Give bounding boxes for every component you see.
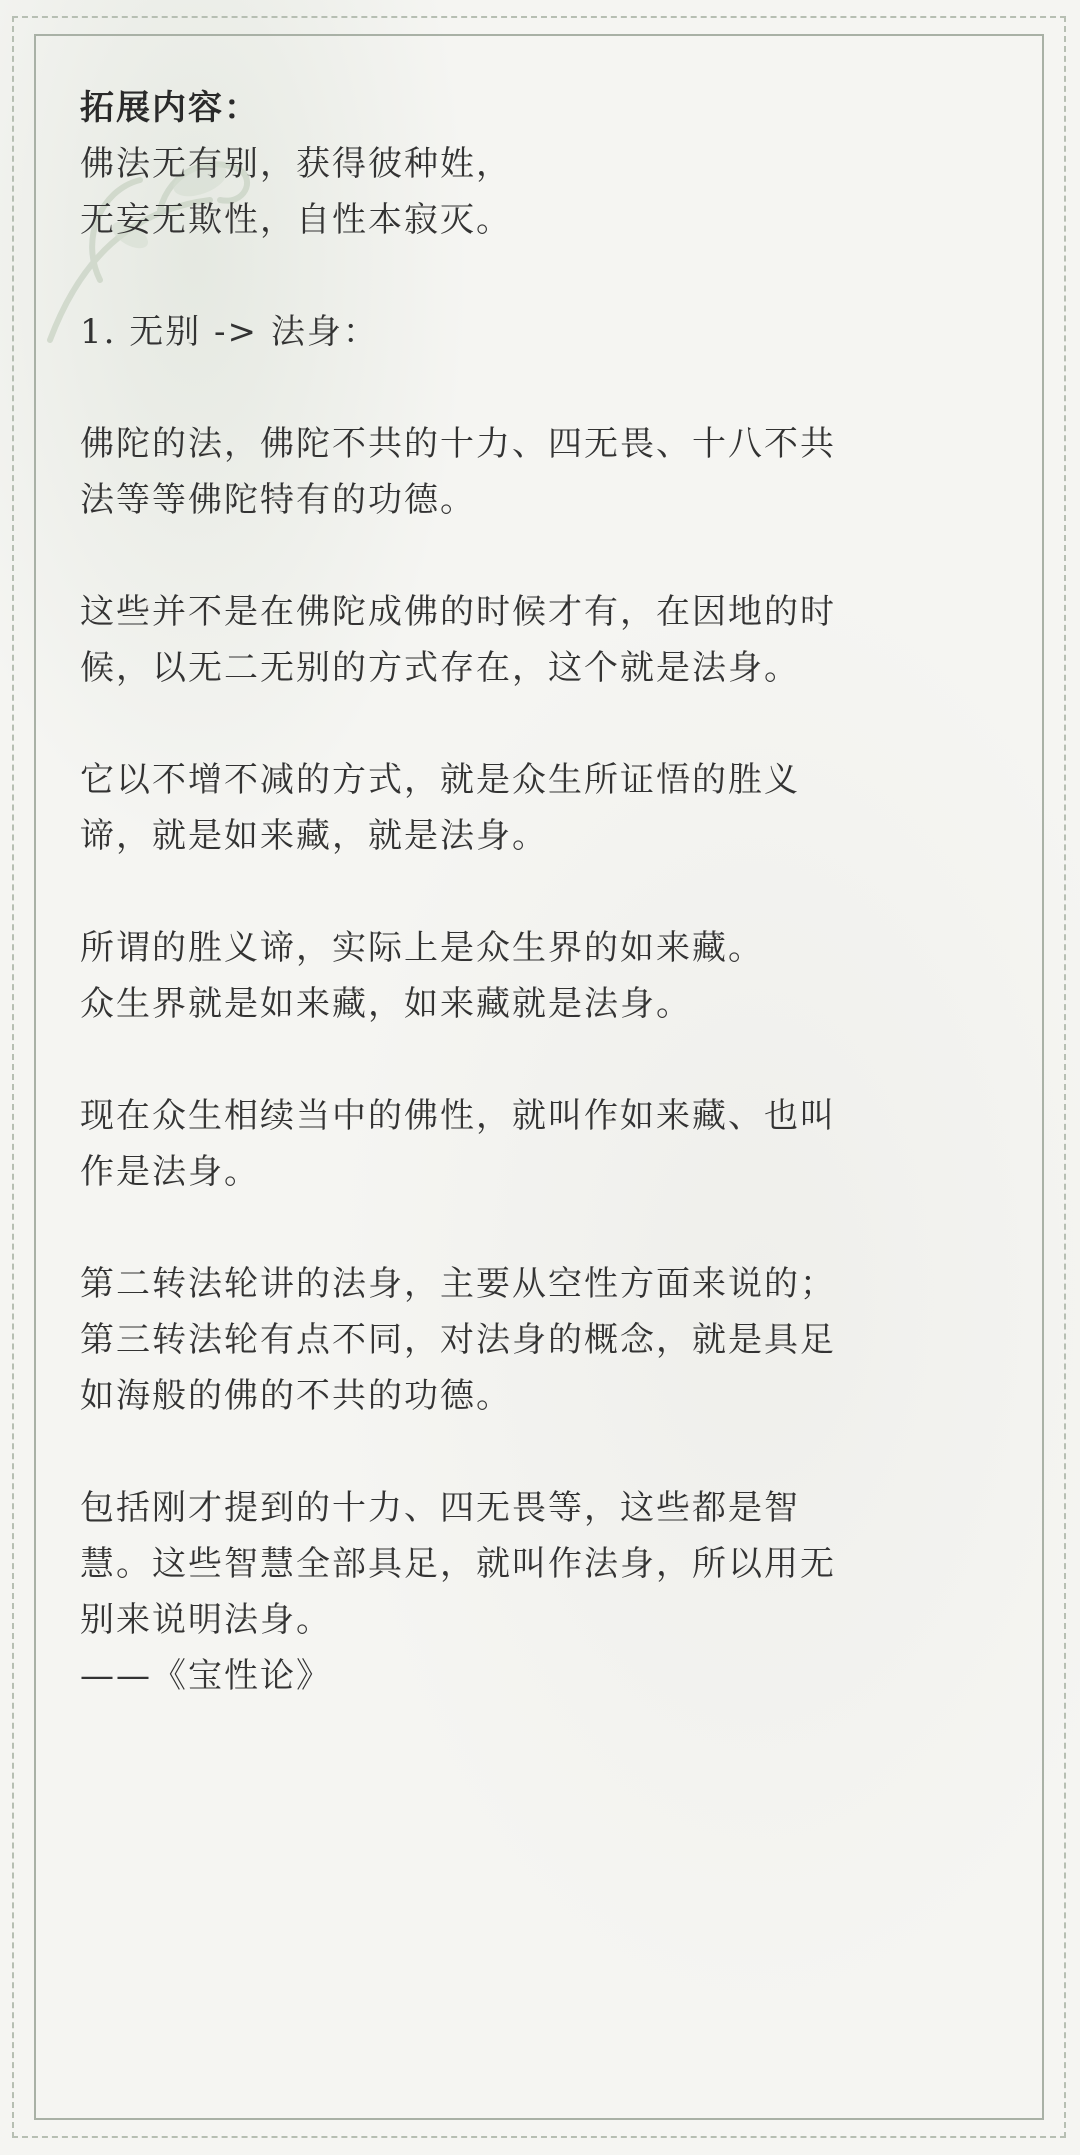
paragraph-line: 众生界就是如来藏，如来藏就是法身。 xyxy=(80,984,692,1024)
paragraph-line: 候，以无二无别的方式存在，这个就是法身。 xyxy=(80,648,800,688)
paragraph-line: 慧。这些智慧全部具足，就叫作法身，所以用无 xyxy=(80,1544,836,1584)
paragraph-line: 包括刚才提到的十力、四无畏等，这些都是智 xyxy=(80,1488,800,1528)
verse-line: 佛法无有别，获得彼种姓， xyxy=(80,144,512,184)
source-citation: ——《宝性论》 xyxy=(80,1656,332,1696)
spacer xyxy=(80,360,1000,416)
heading: 拓展内容： xyxy=(80,88,260,128)
verse-line: 无妄无欺性，自性本寂灭。 xyxy=(80,200,512,240)
paragraph-line: 佛陀的法，佛陀不共的十力、四无畏、十八不共 xyxy=(80,424,836,464)
spacer xyxy=(80,696,1000,752)
paragraph-line: 第三转法轮有点不同，对法身的概念，就是具足 xyxy=(80,1320,836,1360)
paragraph-line: 它以不增不减的方式，就是众生所证悟的胜义 xyxy=(80,760,800,800)
paragraph-line: 现在众生相续当中的佛性，就叫作如来藏、也叫 xyxy=(80,1096,836,1136)
paragraph-line: 法等等佛陀特有的功德。 xyxy=(80,480,476,520)
paragraph-line: 谛，就是如来藏，就是法身。 xyxy=(80,816,548,856)
paragraph-line: 第二转法轮讲的法身，主要从空性方面来说的； xyxy=(80,1264,836,1304)
article-body xyxy=(80,80,1000,1704)
spacer xyxy=(80,1200,1000,1256)
spacer xyxy=(80,528,1000,584)
spacer xyxy=(80,864,1000,920)
spacer xyxy=(80,1032,1000,1088)
paragraph-line: 别来说明法身。 xyxy=(80,1600,332,1640)
section-title: 1. 无别 -> 法身： xyxy=(80,312,379,352)
paragraph-line: 如海般的佛的不共的功德。 xyxy=(80,1376,512,1416)
paragraph-line: 作是法身。 xyxy=(80,1152,260,1192)
spacer xyxy=(80,248,1000,304)
spacer xyxy=(80,1424,1000,1480)
paragraph-line: 所谓的胜义谛，实际上是众生界的如来藏。 xyxy=(80,928,764,968)
paragraph-line: 这些并不是在佛陀成佛的时候才有，在因地的时 xyxy=(80,592,836,632)
